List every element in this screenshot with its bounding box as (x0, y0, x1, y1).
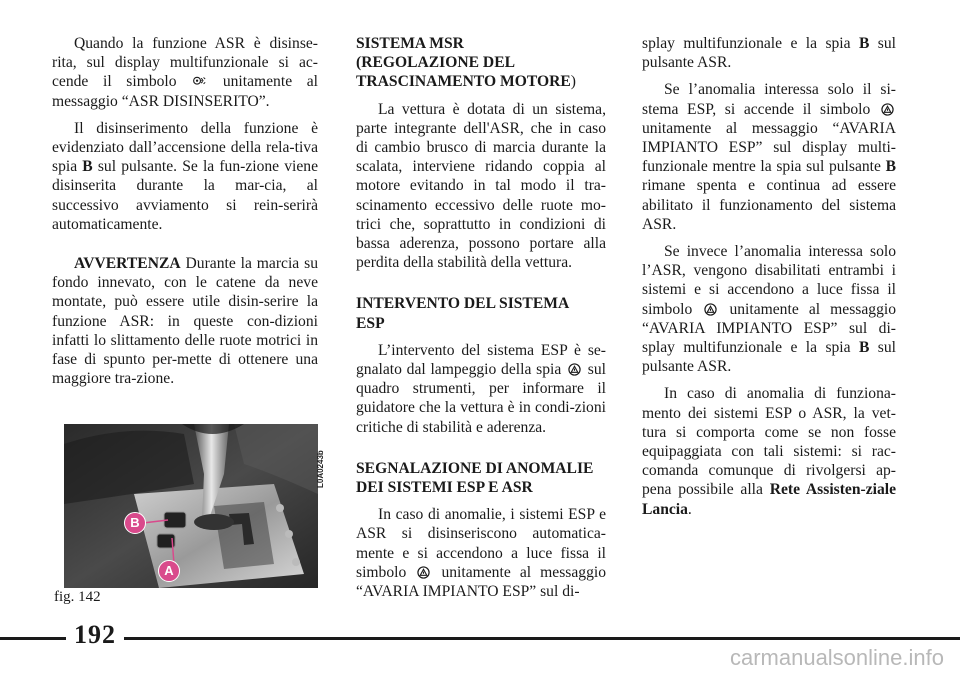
gear-lever-photo (64, 424, 318, 588)
label-a-marker: A (158, 560, 180, 582)
esp-warning-icon (568, 363, 581, 376)
watermark: carmanualsonline.info (729, 645, 944, 670)
paragraph-asr-only-fault: Se invece l’anomalia interessa solo l’ASR, vengono disabilitati entrambi i sistemi e si accendono a luce fissa il simbolo unitamente al messaggio “AVARIA IMPIANTO ESP” sul di-splay multifunzionale e la spia B sul pulsante ASR. (642, 243, 896, 376)
paragraph-anomalies: In caso di anomalie, i sistemi ESP e ASR si disinseriscono automatica-mente e si accendono a luce fissa il simbolo unitamente al messaggio “AVARIA IMPIANTO ESP” sul di- (356, 506, 606, 601)
paragraph-warning: AVVERTENZA Durante la marcia su fondo innevato, con le catene da neve montate, può essere utile disin-serire la funzione ASR: in queste con-dizioni infatti lo slittamento delle ruote motrici in fase di spunto per-mette di ottenere una maggiore tra-zione. (52, 255, 318, 388)
paragraph-fault-behaviour: In caso di anomalia di funziona-mento dei sistemi ESP o ASR, la vet-tura si comporta come se non fosse equipaggiata con tali sistemi: si rac-comanda comunque di rivolgersi ap-pena possibile alla Rete Assisten-ziale Lancia. (642, 385, 897, 518)
paragraph-esp-intervention: L’intervento del sistema ESP è se-gnalato dal lampeggio della spia sul quadro strumenti, per informare il guidatore che la vettura è in condi-zioni critiche di stabilità e aderenza. (356, 341, 606, 436)
paragraph-asr-disabled: Quando la funzione ASR è disinse-rita, sul display multifunzionale si ac-cende il simbolo unitamente al messaggio “ASR DISINSERITO”. (52, 35, 318, 110)
figure-code: L0A0243b (316, 450, 325, 488)
paragraph-esp-only-fault: Se l’anomalia interessa solo il si-stema ESP, si accende il simbolo unitamente al messaggio “AVARIA IMPIANTO ESP” sul display multi-funzionale mentre la spia sul pulsante B rimane spenta e continua ad essere abilitato il funzionamento del sistema ASR. (642, 81, 896, 233)
esp-warning-icon (881, 103, 894, 116)
text-column-left (52, 34, 318, 388)
heading-anomalies: SEGNALAZIONE DI ANOMALIE DEI SISTEMI ESP E ASR (356, 459, 594, 497)
label-b-marker: B (124, 512, 146, 534)
gear-console-illustration (64, 424, 318, 588)
esp-warning-icon (704, 303, 717, 316)
heading-msr: SISTEMA MSR (REGOLAZIONE DEL TRASCINAMENTO MOTORE) (356, 35, 576, 91)
esp-warning-icon (417, 566, 430, 579)
footer-rule-right (124, 637, 960, 640)
paragraph-continuation: splay multifunzionale e la spia B sul pulsante ASR. (642, 35, 896, 72)
paragraph-msr: La vettura è dotata di un sistema, parte integrante dell'ASR, che in caso di cambio brusco di marcia durante la scalata, interviene ridando coppia al motore evitando in tal modo il tra-scinamento eccessivo delle ruote mo-trici che, soprattutto in condizioni di bassa aderenza, possono portare alla perdita della stabilità della vettura. (356, 100, 606, 272)
page-number: 192 (74, 620, 116, 649)
paragraph-asr-reactivation: Il disinserimento della funzione è evidenziato dall’accensione della rela-tiva spia B sul pulsante. Se la fun-zione viene disinserita durante la mar-cia, al successivo avviamento si rein-serirà automaticamente. (52, 119, 319, 233)
footer-rule-left (0, 637, 66, 640)
text-column-right (642, 34, 896, 519)
asr-off-symbol-icon (193, 75, 206, 88)
heading-esp-intervention: INTERVENTO DEL SISTEMA ESP (356, 295, 570, 332)
figure-caption: fig. 142 (54, 589, 101, 605)
text-column-middle (356, 34, 606, 601)
